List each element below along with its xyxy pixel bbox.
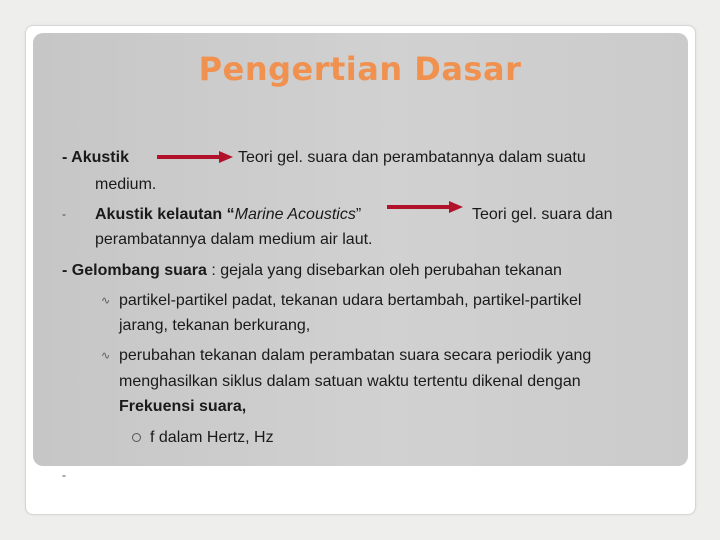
- circle-bullet-icon: [132, 433, 141, 442]
- gelombang-label: - Gelombang suara: [62, 262, 207, 279]
- kelautan-definition-cont: perambatannya dalam medium air laut.: [95, 231, 373, 248]
- wave-bullet-icon: ∿: [101, 295, 111, 307]
- slide-title: Pengertian Dasar: [198, 50, 522, 88]
- akustik-label: - Akustik: [62, 149, 129, 166]
- gelombang-text: gejala yang disebarkan oleh perubahan tekanan: [215, 262, 562, 279]
- gelombang-line: [62, 261, 562, 281]
- kelautan-label-italic: Marine Acoustics: [234, 206, 356, 223]
- sub-bullet-text: f dalam Hertz, Hz: [150, 429, 274, 446]
- akustik-definition: Teori gel. suara dan perambatannya dalam suatu: [238, 149, 586, 166]
- bullet-2-line-1: perubahan tekanan dalam perambatan suara secara periodik yang: [119, 347, 592, 364]
- akustik-definition-cont: medium.: [95, 176, 157, 193]
- bullet-2-line-2: menghasilkan siklus dalam satuan waktu tertentu dikenal dengan: [119, 373, 581, 390]
- arrow-icon: [385, 199, 465, 215]
- wave-bullet-icon: ∿: [101, 350, 111, 362]
- kelautan-dash: -: [62, 207, 66, 221]
- kelautan-label-suffix: ”: [355, 206, 362, 223]
- bullet-2-line-3: Frekuensi suara,: [119, 398, 247, 415]
- kelautan-label-prefix: Akustik kelautan “: [95, 206, 235, 223]
- bullet-1-line-1: partikel-partikel padat, tekanan udara bertambah, partikel-partikel: [119, 292, 582, 309]
- arrow-icon: [155, 149, 235, 165]
- footer-dash: -: [62, 468, 66, 482]
- kelautan-label: [95, 205, 361, 225]
- gelombang-colon: :: [206, 262, 216, 279]
- bullet-1-line-2: jarang, tekanan berkurang,: [119, 317, 311, 334]
- kelautan-definition: Teori gel. suara dan: [472, 206, 613, 223]
